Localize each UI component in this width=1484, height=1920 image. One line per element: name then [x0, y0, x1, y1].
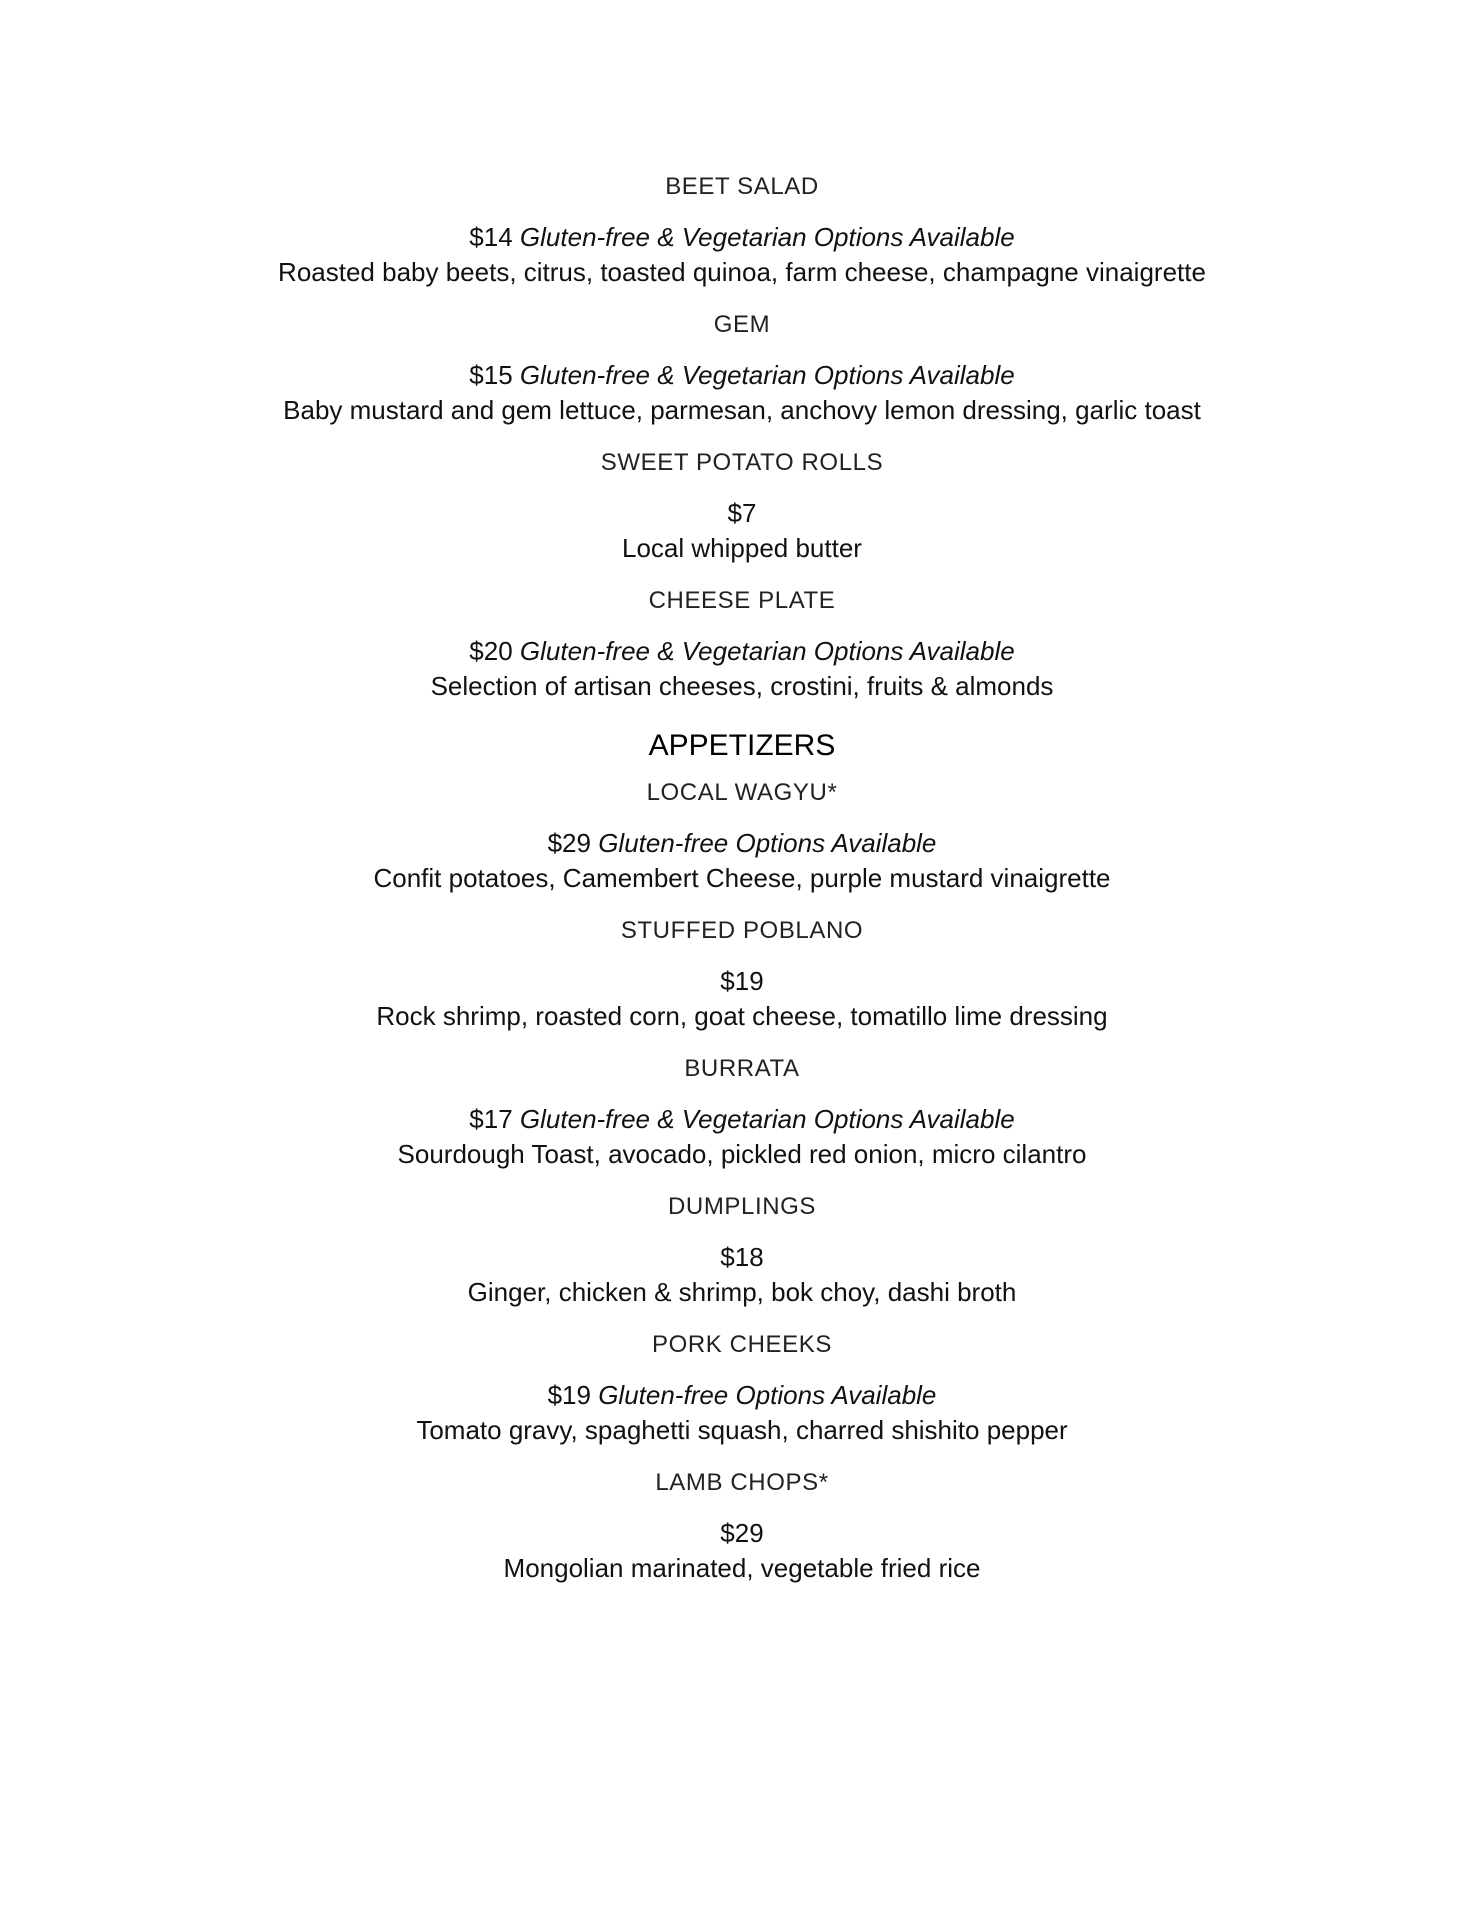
- menu-item-price: $17: [469, 1104, 513, 1134]
- menu-item-gem: [0, 310, 1484, 428]
- menu-item-price: $20: [469, 636, 513, 666]
- menu-item-name: CHEESE PLATE: [648, 587, 836, 614]
- menu-item-name: DUMPLINGS: [667, 1193, 817, 1220]
- menu-item-price-line: [0, 826, 1484, 860]
- menu-item-dietary-note: Gluten-free Options Available: [598, 1380, 937, 1410]
- menu-item-pork-cheeks: [0, 1330, 1484, 1448]
- menu-item-description: Sourdough Toast, avocado, pickled red onion, micro cilantro: [397, 1139, 1087, 1169]
- menu-item-dietary-note: Gluten-free & Vegetarian Options Available: [519, 1104, 1015, 1134]
- menu-item-price-line: [0, 1378, 1484, 1412]
- menu-item-description: Rock shrimp, roasted corn, goat cheese, tomatillo lime dressing: [376, 1001, 1108, 1031]
- menu-item-price: $19: [720, 966, 764, 996]
- menu-item-name: STUFFED POBLANO: [620, 917, 864, 944]
- menu-item-price: $15: [469, 360, 513, 390]
- menu-item-description: Baby mustard and gem lettuce, parmesan, anchovy lemon dressing, garlic toast: [283, 395, 1201, 425]
- menu-item-cheese-plate: [0, 586, 1484, 704]
- menu-item-price-line: [0, 634, 1484, 668]
- menu-item-name: BURRATA: [684, 1055, 800, 1082]
- menu-item-dietary-note: Gluten-free & Vegetarian Options Available: [519, 636, 1015, 666]
- menu-item-description: Confit potatoes, Camembert Cheese, purple mustard vinaigrette: [373, 863, 1111, 893]
- menu-item-description: Mongolian marinated, vegetable fried rice: [503, 1553, 981, 1583]
- menu-page: [0, 172, 1484, 1586]
- menu-item-description: Local whipped butter: [622, 533, 862, 563]
- menu-item-stuffed-poblano: [0, 916, 1484, 1034]
- menu-item-price: $19: [547, 1380, 591, 1410]
- menu-item-price: $29: [720, 1518, 764, 1548]
- menu-item-price-line: [0, 1102, 1484, 1136]
- menu-item-name: BEET SALAD: [665, 173, 819, 200]
- menu-item-price-line: [0, 358, 1484, 392]
- menu-item-description: Tomato gravy, spaghetti squash, charred shishito pepper: [416, 1415, 1068, 1445]
- menu-item-dietary-note: Gluten-free & Vegetarian Options Available: [519, 222, 1015, 252]
- menu-item-name: PORK CHEEKS: [652, 1331, 832, 1358]
- section-heading-appetizers: APPETIZERS: [648, 729, 836, 762]
- menu-item-dietary-note: Gluten-free Options Available: [598, 828, 937, 858]
- menu-item-price-line: [0, 220, 1484, 254]
- menu-item-price: $7: [727, 498, 757, 528]
- menu-item-price-line: [0, 964, 1484, 998]
- menu-item-name: LAMB CHOPS*: [655, 1469, 829, 1496]
- menu-item-beet-salad: [0, 172, 1484, 290]
- menu-item-name: SWEET POTATO ROLLS: [600, 449, 884, 476]
- menu-item-price: $18: [720, 1242, 764, 1272]
- menu-item-price-line: [0, 496, 1484, 530]
- menu-item-local-wagyu: [0, 778, 1484, 896]
- menu-item-name: LOCAL WAGYU*: [646, 779, 838, 806]
- menu-item-burrata: [0, 1054, 1484, 1172]
- menu-item-name: GEM: [713, 311, 771, 338]
- menu-item-description: Selection of artisan cheeses, crostini, fruits & almonds: [430, 671, 1054, 701]
- menu-item-price-line: [0, 1516, 1484, 1550]
- menu-item-price: $29: [547, 828, 591, 858]
- menu-item-price-line: [0, 1240, 1484, 1274]
- menu-item-description: Roasted baby beets, citrus, toasted quinoa, farm cheese, champagne vinaigrette: [278, 257, 1206, 287]
- menu-item-dumplings: [0, 1192, 1484, 1310]
- menu-item-lamb-chops: [0, 1468, 1484, 1586]
- menu-item-description: Ginger, chicken & shrimp, bok choy, dashi broth: [467, 1277, 1017, 1307]
- menu-item-sweet-potato-rolls: [0, 448, 1484, 566]
- menu-item-dietary-note: Gluten-free & Vegetarian Options Available: [519, 360, 1015, 390]
- menu-item-price: $14: [469, 222, 513, 252]
